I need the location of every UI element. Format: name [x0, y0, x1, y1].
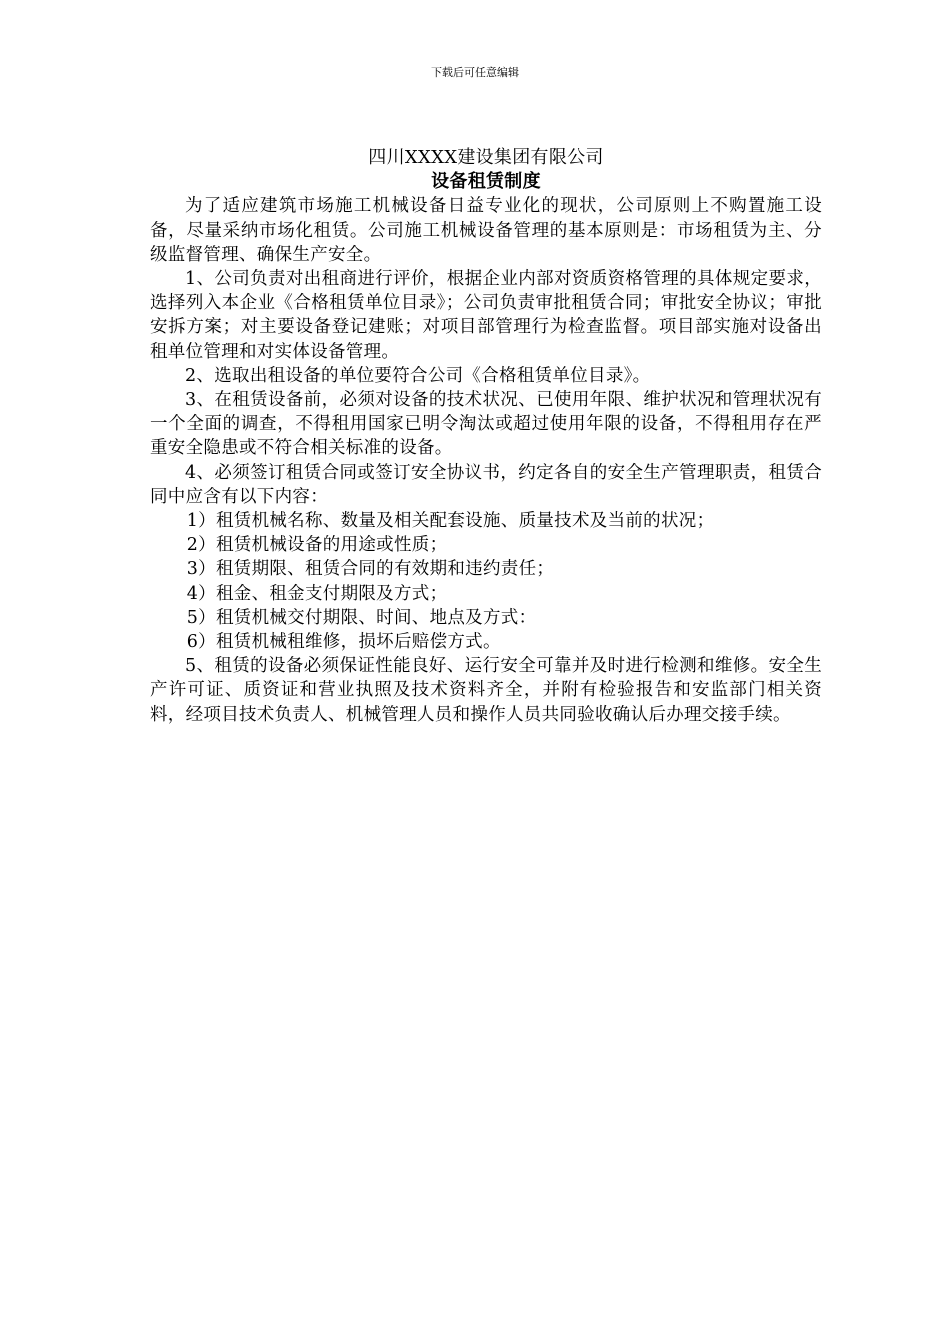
contract-item-4: 4）租金、租金支付期限及方式； [186, 583, 448, 604]
clause-5: 5、租赁的设备必须保证性能良好、运行安全可靠并及时进行检测和维修。安全生产许可证、质资证和营业执照及技术资料齐全，并附有检验报告和安监部门相关资料，经项目技术负责人、机械管理人员和操作人员共同验收确认后办理交接手续。 [150, 656, 822, 725]
clause-4: 4、必须签订租赁合同或签订安全协议书，约定各自的安全生产管理职责，租赁合同中应含有以下内容： [150, 462, 822, 507]
document-body [150, 146, 822, 727]
clause-1: 1、公司负责对出租商进行评价，根据企业内部对资质资格管理的具体规定要求，选择列入本企业《合格租赁单位目录》；公司负责审批租赁合同；审批安全协议；审批安拆方案；对主要设备登记建账；对项目部管理行为检查监督。项目部实施对设备出租单位管理和对实体设备管理。 [150, 269, 822, 362]
document-title: 设备租赁制度 [431, 171, 541, 193]
contract-item-3: 3）租赁期限、租赁合同的有效期和违约责任； [186, 559, 555, 580]
header-note: 下载后可任意编辑 [431, 66, 519, 79]
contract-item-2: 2）租赁机械设备的用途或性质； [186, 535, 448, 556]
clause-3: 3、在租赁设备前，必须对设备的技术状况、已使用年限、维护状况和管理状况有一个全面的调查，不得租用国家已明令淘汰或超过使用年限的设备，不得租用存在严重安全隐患或不符合相关标准的设备。 [150, 390, 822, 459]
contract-item-6: 6）租赁机械租维修，损坏后赔偿方式。 [186, 632, 501, 653]
contract-item-1: 1）租赁机械名称、数量及相关配套设施、质量技术及当前的状况； [186, 511, 715, 532]
company-name: 四川XXXX建设集团有限公司 [368, 147, 604, 168]
intro-paragraph: 为了适应建筑市场施工机械设备日益专业化的现状，公司原则上不购置施工设备，尽量采纳市场化租赁。公司施工机械设备管理的基本原则是：市场租赁为主、分级监督管理、确保生产安全。 [150, 196, 822, 265]
clause-2: 2、选取出租设备的单位要符合公司《合格租赁单位目录》。 [185, 365, 651, 386]
contract-item-5: 5）租赁机械交付期限、时间、地点及方式： [186, 607, 537, 628]
